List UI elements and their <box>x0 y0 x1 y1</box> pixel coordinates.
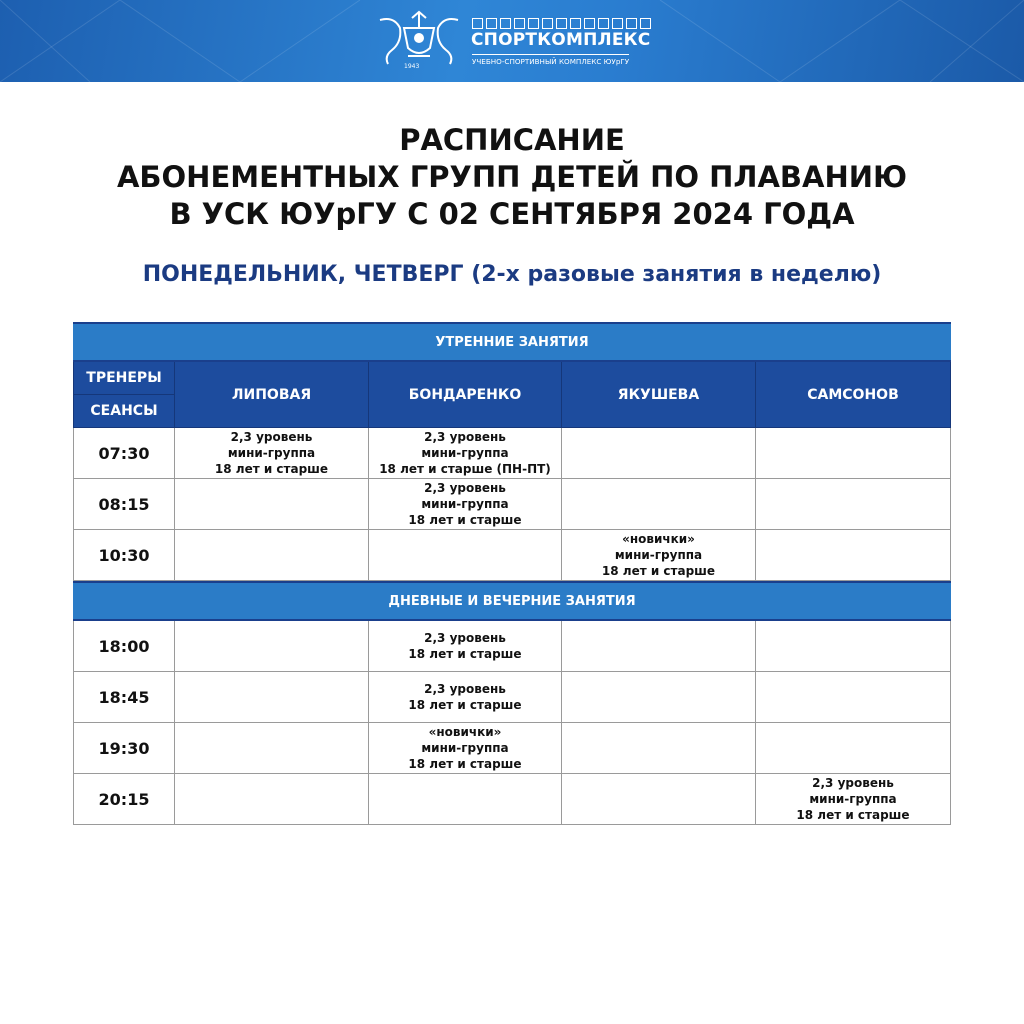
schedule-cell <box>175 774 369 825</box>
days-label: ПОНЕДЕЛЬНИК, ЧЕТВЕРГ <box>142 262 464 287</box>
session-time: 10:30 <box>73 530 175 581</box>
corner-sessions: СЕАНСЫ <box>73 395 175 428</box>
schedule-cell <box>756 774 951 825</box>
group-info-line: 2,3 уровень <box>424 481 506 495</box>
schedule-cell <box>562 428 756 479</box>
group-info-line: мини-группа <box>421 741 509 755</box>
schedule-cell <box>369 479 562 530</box>
brand-name: СПОРТКОМПЛЕКС <box>471 30 651 50</box>
schedule-cell <box>369 428 562 479</box>
group-info-line: «новички» <box>428 725 502 739</box>
group-info-line: «новички» <box>622 532 695 546</box>
schedule-cell <box>562 479 756 530</box>
session-time: 18:45 <box>73 672 175 723</box>
schedule-cell <box>369 672 562 723</box>
trainer-header: ЯКУШЕВА <box>562 362 756 428</box>
page-title <box>0 122 1024 233</box>
schedule-cell <box>562 774 756 825</box>
schedule-cell <box>175 621 369 672</box>
schedule-days <box>0 262 1024 287</box>
trainer-header: САМСОНОВ <box>756 362 951 428</box>
title-line-3: В УСК ЮУрГУ С 02 СЕНТЯБРЯ 2024 ГОДА <box>169 197 855 231</box>
group-info-line: 18 лет и старше <box>214 462 329 476</box>
group-info-line: 2,3 уровень <box>424 631 506 645</box>
schedule-cell <box>369 530 562 581</box>
section-header: УТРЕННИЕ ЗАНЯТИЯ <box>73 322 951 362</box>
section-header: ДНЕВНЫЕ И ВЕЧЕРНИЕ ЗАНЯТИЯ <box>73 581 951 621</box>
session-time: 20:15 <box>73 774 175 825</box>
group-info-line: мини-группа <box>421 446 509 460</box>
schedule-cell <box>562 530 756 581</box>
group-info-line: 2,3 уровень <box>230 430 313 444</box>
group-info-line: мини-группа <box>614 548 703 562</box>
group-info-line: мини-группа <box>227 446 316 460</box>
group-info-line: 18 лет и старше (ПН-ПТ) <box>379 462 551 476</box>
title-line-2: АБОНЕМЕНТНЫХ ГРУПП ДЕТЕЙ ПО ПЛАВАНИЮ <box>116 160 908 194</box>
schedule-table <box>73 322 951 825</box>
group-info-line: 18 лет и старше <box>601 564 716 578</box>
group-info-line: 2,3 уровень <box>424 682 506 696</box>
schedule-cell <box>369 723 562 774</box>
group-info-line: 18 лет и старше <box>408 757 522 771</box>
schedule-cell <box>562 672 756 723</box>
session-time: 08:15 <box>73 479 175 530</box>
group-info-line: мини-группа <box>421 497 509 511</box>
schedule-cell <box>756 723 951 774</box>
schedule-cell <box>175 672 369 723</box>
schedule-cell <box>562 621 756 672</box>
schedule-cell <box>756 621 951 672</box>
group-info-line: 18 лет и старше <box>408 647 522 661</box>
session-time: 19:30 <box>73 723 175 774</box>
corner-trainers: ТРЕНЕРЫ <box>73 362 175 395</box>
schedule-cell <box>175 479 369 530</box>
schedule-cell <box>369 774 562 825</box>
group-info-line: 18 лет и старше <box>408 698 522 712</box>
schedule-cell <box>175 428 369 479</box>
schedule-cell <box>175 530 369 581</box>
group-info-line: 2,3 уровень <box>812 776 894 790</box>
schedule-cell <box>756 479 951 530</box>
sport-pictogram-icons <box>472 18 651 29</box>
days-note: (2-х разовые занятия в неделю) <box>471 262 882 287</box>
brand-year: 1943 <box>404 63 420 70</box>
session-time: 18:00 <box>73 621 175 672</box>
group-info-line: мини-группа <box>809 792 897 806</box>
schedule-cell <box>756 428 951 479</box>
trainer-header: ЛИПОВАЯ <box>175 362 369 428</box>
group-info-line: 2,3 уровень <box>424 430 506 444</box>
title-line-1: РАСПИСАНИЕ <box>399 123 625 157</box>
schedule-cell <box>562 723 756 774</box>
trainer-header: БОНДАРЕНКО <box>369 362 562 428</box>
header-banner <box>0 0 1024 82</box>
brand-subtitle: УЧЕБНО-СПОРТИВНЫЙ КОМПЛЕКС ЮУрГУ <box>472 54 629 66</box>
university-emblem-icon <box>374 10 464 68</box>
session-time: 07:30 <box>73 428 175 479</box>
schedule-cell <box>369 621 562 672</box>
group-info-line: 18 лет и старше <box>408 513 522 527</box>
schedule-cell <box>756 672 951 723</box>
group-info-line: 18 лет и старше <box>796 808 910 822</box>
schedule-cell <box>175 723 369 774</box>
schedule-cell <box>756 530 951 581</box>
